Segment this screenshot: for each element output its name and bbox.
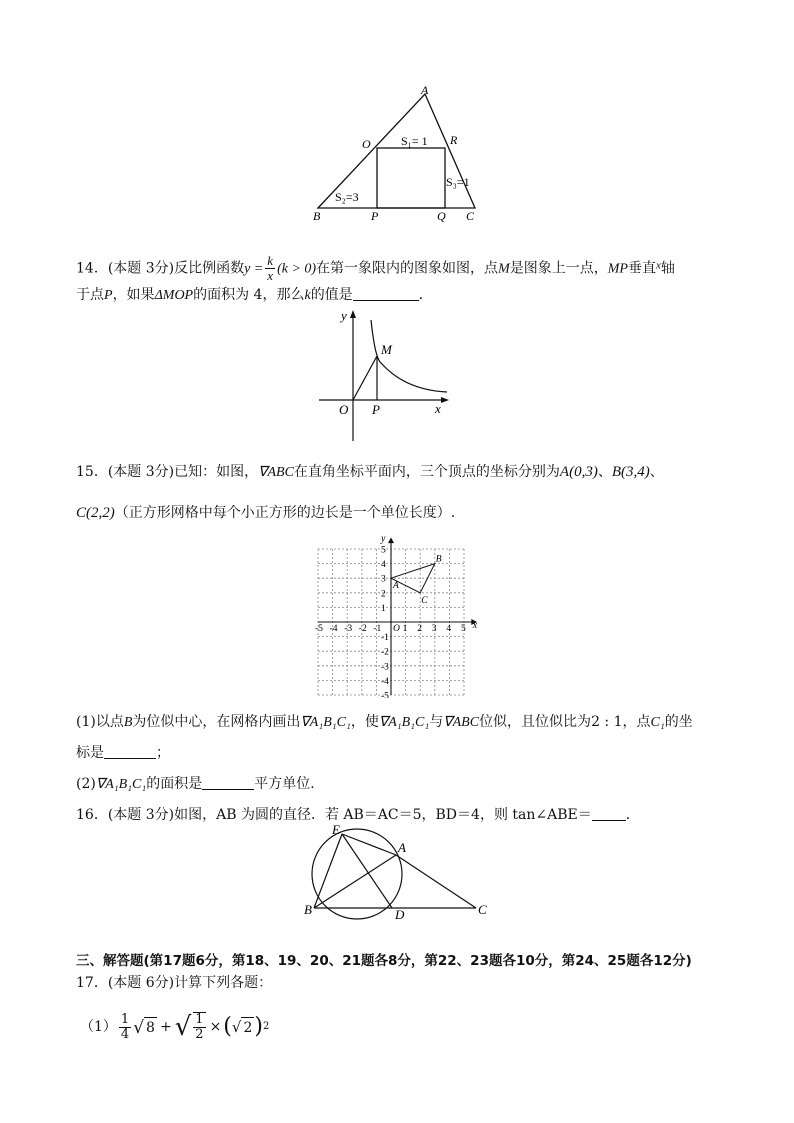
- label-Q: Q: [437, 209, 446, 223]
- label-s3: S₃=1: [446, 175, 470, 189]
- triangle-rectangle-figure: [305, 82, 495, 227]
- tick-label-y: -5: [381, 691, 389, 698]
- label-P: P: [371, 209, 379, 223]
- label-B: B: [304, 902, 312, 917]
- label-s1: S₁= 1: [401, 134, 428, 148]
- question-15-part1-line1: (1)以点B为位似中心，在网格内画出∇A₁B₁C₁，使∇A₁B₁C₁与∇ABC位似，且位似比为2 : 1，点C₁的坐: [76, 714, 693, 730]
- axis-label-x: x: [435, 401, 441, 416]
- label-A: A: [421, 83, 429, 97]
- tick-label-y: -3: [381, 662, 389, 673]
- fraction-k-over-x: $\frac{k}{x}$: [267, 253, 274, 283]
- label-E: E: [332, 822, 340, 837]
- tick-label-y: -4: [381, 676, 389, 687]
- origin-label: O: [339, 402, 349, 417]
- point-label-B: B: [435, 554, 442, 565]
- tick-label-x: -2: [358, 624, 367, 634]
- tick-label-x: 3: [431, 624, 437, 634]
- y-arrow: [388, 537, 394, 543]
- fraction-one-quarter: $\frac{1}{4}$: [120, 1011, 130, 1042]
- tick-label-x: 5: [461, 624, 466, 634]
- axis-label-y: y: [341, 308, 347, 323]
- question-15-part2: (2)∇A₁B₁C₁的面积是 平方单位．: [76, 776, 325, 792]
- tick-label-y: -1: [381, 633, 389, 644]
- tick-label-y: 1: [381, 603, 386, 614]
- question-17-part1: （1） $\frac{1}{4}$ √ 8 + √ $\frac{1}{2}$ × ( √ 2 ) 2: [80, 1011, 270, 1042]
- label-B: B: [313, 209, 321, 223]
- label-R: R: [450, 133, 458, 147]
- label-C: C: [466, 209, 475, 223]
- question-14-line1: 14．(本题 3分)反比例函数y = $\frac{k}{x}$ (k > 0)在第一象限内的图象如图，点M是图象上一点，MP垂直$^x$轴: [76, 253, 675, 283]
- tick-label-y: 3: [381, 574, 386, 585]
- tick-label-y: 2: [381, 589, 386, 600]
- answer-blank-15-1[interactable]: [104, 744, 156, 759]
- answer-blank-15-2[interactable]: [202, 775, 254, 790]
- tick-label-x: -5: [315, 624, 323, 634]
- tick-label-y: 5: [381, 545, 386, 556]
- axis-label-y: y: [381, 533, 386, 545]
- label-C: C: [478, 902, 487, 917]
- label-D: D: [395, 907, 405, 922]
- tick-label-x: 2: [417, 624, 422, 634]
- tick-label-x: -3: [344, 624, 353, 634]
- question-16: 16．(本题 3分)如图，AB 为圆的直径．若 AB＝AC＝5，BD＝4，则 tan∠ABE＝ ．: [76, 807, 640, 823]
- tick-label-x: 4: [446, 624, 452, 634]
- tick-label-x: 1: [402, 624, 408, 634]
- sqrt-2-squared: ( √ 2 ) 2: [223, 1014, 270, 1039]
- sqrt-one-half: √ $\frac{1}{2}$: [174, 1012, 204, 1042]
- tick-label-y: 4: [381, 560, 386, 571]
- sqrt-8: √ 8: [133, 1017, 155, 1038]
- point-label-P: P: [372, 402, 380, 417]
- point-label-M: M: [381, 342, 392, 357]
- point-label-A: A: [393, 581, 399, 592]
- label-O: O: [362, 137, 371, 151]
- tick-label-x: -1: [373, 624, 382, 634]
- label-s2: S₂=3: [335, 190, 359, 204]
- question-17-title: 17．(本题 6分)计算下列各题：: [76, 975, 273, 991]
- label-A: A: [398, 840, 406, 855]
- question-15-part1-line2: 标是 ；: [76, 745, 170, 761]
- question-14-line2: 于点P，如果ΔMOP的面积为 4，那么k的值是 ．: [76, 287, 433, 303]
- question-15-line1: 15．(本题 3分)已知：如图，∇ABC在直角坐标平面内，三个顶点的坐标分别为A(0,3)、B(3,4)、: [76, 464, 664, 480]
- question-15-line2: C(2,2)（正方形网格中每个小正方形的边长是一个单位长度）.: [76, 505, 456, 521]
- circle-figure: [302, 822, 494, 922]
- answer-blank-14[interactable]: [353, 286, 419, 301]
- answer-blank-16[interactable]: [592, 806, 626, 821]
- hyperbola-graph: [315, 308, 455, 443]
- tick-label-x: -4: [329, 624, 338, 634]
- coordinate-grid: [310, 532, 486, 698]
- section-header: 三、解答题(第17题6分，第18、19、20、21题各8分，第22、23题各10分，第24、25题各12分): [76, 953, 692, 969]
- point-label-C: C: [421, 595, 428, 606]
- tick-label-x: O: [393, 624, 400, 634]
- tick-label-y: -2: [381, 647, 389, 658]
- axis-label-x: x: [472, 620, 478, 631]
